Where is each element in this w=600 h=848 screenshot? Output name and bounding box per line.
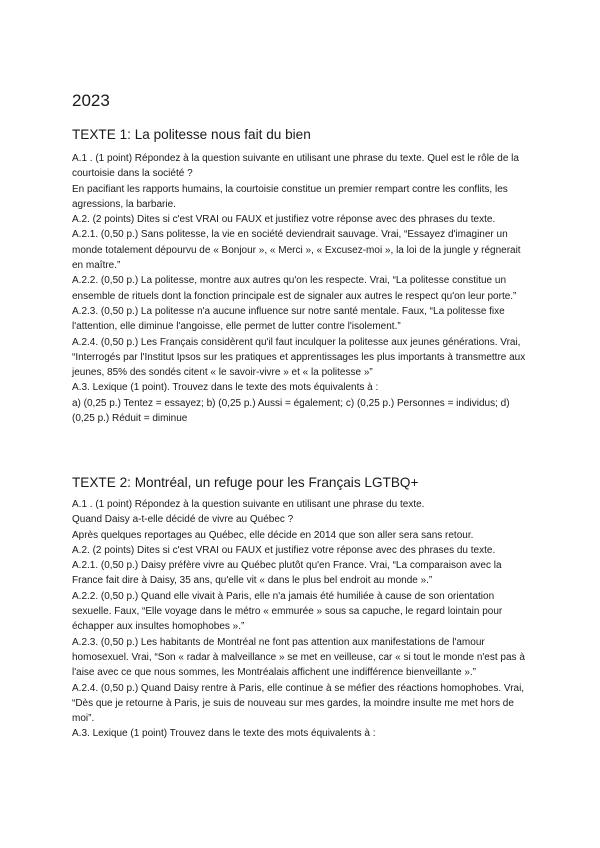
texte1-body [72, 151, 528, 426]
texte2-title: TEXTE 2: Montréal, un refuge pour les Français LGTBQ+ [72, 475, 419, 490]
texte2-line: A.1 . (1 point) Répondez à la question suivante en utilisant une phrase du texte. [72, 499, 425, 510]
texte1-line: A.2.2. (0,50 p.) La politesse, montre aux autres qu'on les respecte. Vrai, “La politesse constitue un ensemble de rituels dont la fonction principale est de signaler aux autres le respect qu'on leur porte.” [72, 275, 517, 302]
texte1-line: A.1 . (1 point) Répondez à la question suivante en utilisant une phrase du texte. Quel est le rôle de la courtoisie dans la société ? [72, 153, 519, 180]
texte2-body [72, 497, 528, 742]
texte2-line: A.3. Lexique (1 point) Trouvez dans le texte des mots équivalents à : [72, 728, 376, 740]
texte2-line: A.2.1. (0,50 p.) Daisy préfère vivre au Québec plutôt qu'en France. Vrai, “La comparaison avec la France fait dire à Daisy, 35 ans, qu'elle vit « dans le plus bel endroit au monde ».” [72, 560, 502, 587]
texte2-line: A.2.2. (0,50 p.) Quand elle vivait à Paris, elle n'a jamais été humiliée à cause de son orientation sexuelle. Faux, “Elle voyage dans le métro « emmurée » sous sa capuche, le regard lointain pour échapper aux insultes homophobes ».” [72, 590, 503, 633]
texte2-line: Après quelques reportages au Québec, elle décide en 2014 que son aller sera sans retour. [72, 529, 474, 541]
texte2-line: A.2.4. (0,50 p.) Quand Daisy rentre à Paris, elle continue à se méfier des réactions homophobes. Vrai, “Dès que je retourne à Paris, je suis de nouveau sur mes gardes, la moindre insulte me met hors de moi”. [72, 682, 525, 725]
texte1-line: En pacifiant les rapports humains, la courtoisie constitue un premier rempart contre les conflits, les agressions, la barbarie. [72, 183, 508, 210]
texte1-line: a) (0,25 p.) Tentez = essayez; b) (0,25 p.) Aussi = également; c) (0,25 p.) Personnes = individus; d) (0,25 p.) Réduit = diminue [72, 397, 510, 425]
texte1-line: A.3. Lexique (1 point). Trouvez dans le texte des mots équivalents à : [72, 382, 379, 394]
texte1-title: TEXTE 1: La politesse nous fait du bien [72, 127, 311, 142]
texte2-line: A.2.3. (0,50 p.) Les habitants de Montréal ne font pas attention aux manifestations de l'amour homosexuel. Vrai, “Son « radar à malveillance » se met en veilleuse, car « si tout le monde n'est pas à l'aise avec ce que nous sommes, les Montréalais affichent une indifférence bienveillante ».” [72, 636, 525, 679]
texte1-line: A.2. (2 points) Dites si c'est VRAI ou FAUX et justifiez votre réponse avec des phrases du texte. [72, 214, 496, 226]
texte2-line: Quand Daisy a-t-elle décidé de vivre au Québec ? [72, 514, 294, 526]
texte1-line: A.2.4. (0,50 p.) Les Français considèrent qu'il faut inculquer la politesse aux jeunes générations. Vrai, “Interrogés par l'Institut Ipsos sur les pratiques et apprentissages les plus importants à transmettre aux jeunes, 85% des sondés citent « le savoir-vivre » et « la politesse »” [72, 336, 526, 379]
year-heading: 2023 [72, 91, 110, 110]
texte1-line: A.2.3. (0,50 p.) La politesse n'a aucune influence sur notre santé mentale. Faux, “La politesse fixe l'attention, elle diminue l'angoisse, elle permet de lutter contre l'isolement.” [72, 305, 505, 333]
texte1-line: A.2.1. (0,50 p.) Sans politesse, la vie en société deviendrait sauvage. Vrai, “Essayez d'imaginer un monde totalement dépourvu de « Bonjour », « Merci », « Excusez-moi », la loi de la jungle y régnerait en maître.” [72, 229, 521, 272]
texte2-line: A.2. (2 points) Dites si c'est VRAI ou FAUX et justifiez votre réponse avec des phrases du texte. [72, 544, 496, 556]
